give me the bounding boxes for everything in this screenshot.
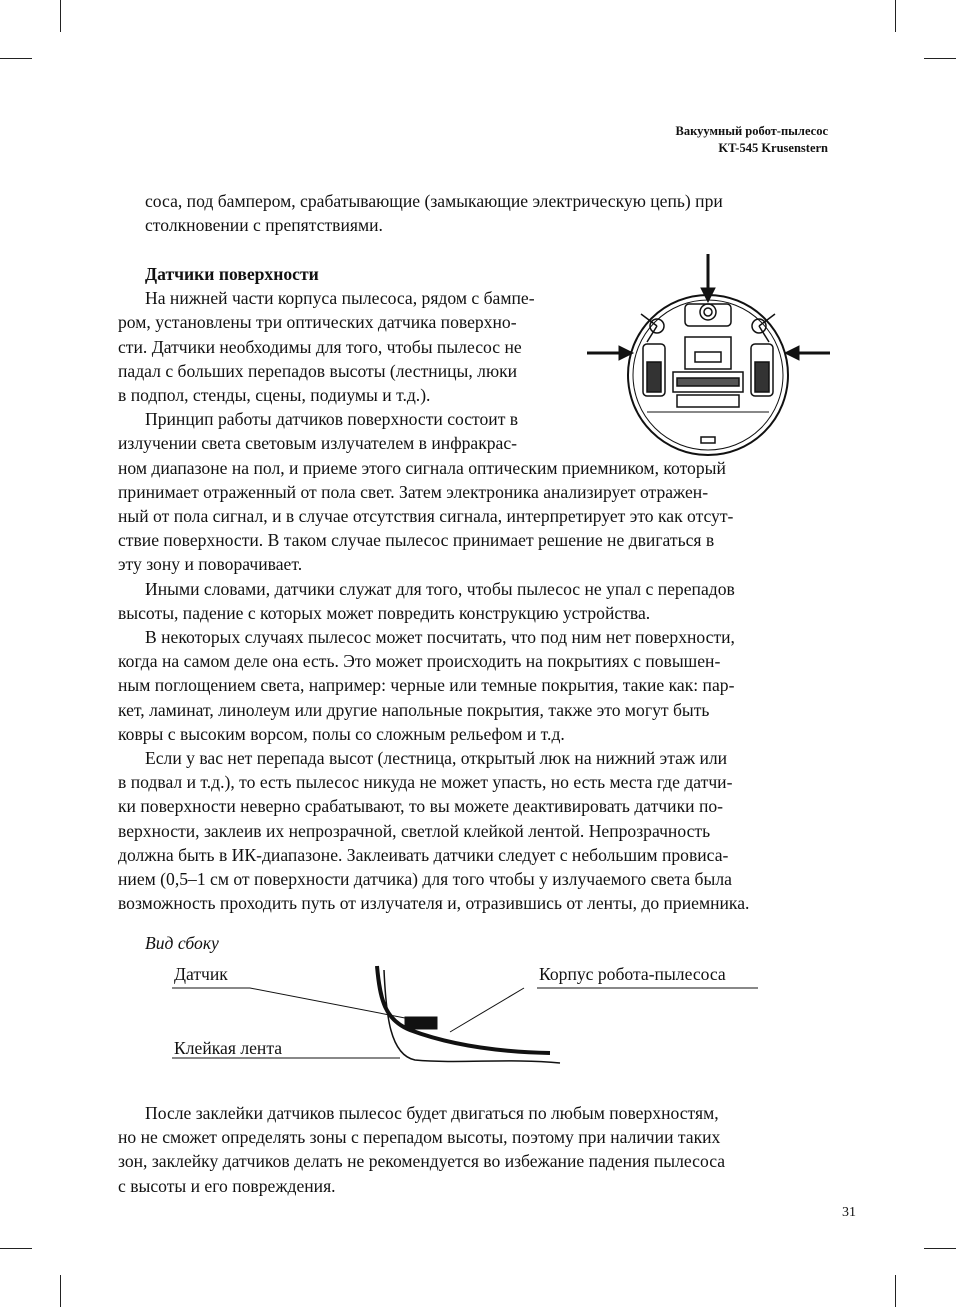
crop-mark	[895, 1275, 896, 1307]
crop-mark	[924, 58, 956, 59]
text-line: излучении света световым излучателем в инфракрас-	[118, 433, 518, 454]
crop-mark	[0, 58, 32, 59]
text-line: На нижней части корпуса пылесоса, рядом с бампе-	[145, 288, 535, 309]
text-line: в подпол, стенды, сцены, подиумы и т.д.).	[118, 385, 431, 406]
text-line: в подвал и т.д.), то есть пылесос никуда не может упасть, но есть места где датчи-	[118, 772, 733, 793]
text-line: ном диапазоне на пол, и приеме этого сигнала оптическим приемником, который	[118, 457, 726, 478]
text-line: сти. Датчики необходимы для того, чтобы пылесос не	[118, 336, 522, 357]
text-line: ром, установлены три оптических датчика поверхно-	[118, 312, 517, 333]
label-body: Корпус робота-пылесоса	[539, 964, 726, 984]
header-line-2: KT-545 Krusenstern	[718, 141, 828, 155]
header-line-1: Вакуумный робот-пылесос	[675, 124, 828, 138]
text-line: высоты, падение с которых может повредить конструкцию устройства.	[118, 602, 651, 623]
text-line: ным поглощением света, например: черные или темные покрытия, такие как: пар-	[118, 675, 735, 696]
text-line: верхности, заклеив их непрозрачной, светлой клейкой лентой. Непрозрачность	[118, 820, 711, 841]
text-line: нием (0,5–1 см от поверхности датчика) для того чтобы у излучаемого света была	[118, 869, 732, 890]
text-line: ный от пола сигнал, и в случае отсутствия сигнала, интерпретирует это как отсут-	[118, 506, 734, 527]
page-number: 31	[842, 1205, 856, 1220]
text-line: зон, заклейку датчиков делать не рекомендуется во избежание падения пылесоса	[118, 1151, 726, 1172]
text-line: кет, ламинат, линолеум или другие напольные покрытия, также это могут быть	[118, 699, 710, 720]
text-line: но не сможет определять зоны с перепадом высоты, поэтому при наличии таких	[118, 1127, 721, 1148]
crop-mark	[895, 0, 896, 32]
text-line: В некоторых случаях пылесос может посчитать, что под ним нет поверхности,	[145, 627, 735, 648]
side-view-diagram	[160, 960, 780, 1075]
text-line: должна быть в ИК-диапазоне. Заклеивать датчики следует с небольшим провиса-	[118, 844, 729, 865]
diagram-caption: Вид сбоку	[145, 933, 219, 953]
text-line: когда на самом деле она есть. Это может происходить на покрытиях с повышен-	[118, 651, 721, 672]
text-line: Принцип работы датчиков поверхности состоит в	[145, 409, 519, 430]
label-tape: Клейкая лента	[174, 1038, 283, 1058]
text-line: эту зону и поворачивает.	[118, 554, 303, 575]
crop-mark	[0, 1248, 32, 1249]
text-line: ки поверхности неверно срабатывают, то вы можете деактивировать датчики по-	[118, 796, 724, 817]
final-paragraph	[118, 1101, 725, 1198]
crop-mark	[924, 1248, 956, 1249]
text-line: соса, под бампером, срабатывающие (замыкающие электрическую цепь) при	[145, 191, 723, 211]
text-line: принимает отраженный от пола свет. Затем электроника анализирует отражен-	[118, 481, 709, 502]
text-line: столкновении с препятствиями.	[145, 215, 383, 236]
running-header	[676, 123, 828, 157]
text-line: Если у вас нет перепада высот (лестница, открытый люк на нижний этаж или	[145, 748, 728, 769]
crop-mark	[60, 1275, 61, 1307]
section-heading: Датчики поверхности	[145, 264, 319, 284]
label-sensor: Датчик	[174, 964, 228, 984]
crop-mark	[60, 0, 61, 32]
text-line: После заклейки датчиков пылесос будет двигаться по любым поверхностям,	[145, 1103, 719, 1123]
text-line: с высоты и его повреждения.	[118, 1175, 336, 1196]
text-line: ствие поверхности. В таком случае пылесос принимает решение не двигаться в	[118, 530, 715, 551]
text-line: Иными словами, датчики служат для того, чтобы пылесос не упал с перепадов	[145, 578, 735, 599]
text-line: ковры с высоким ворсом, полы со сложным рельефом и т.д.	[118, 723, 565, 744]
text-line: возможность проходить путь от излучателя и, отразившись от ленты, до приемника.	[118, 893, 750, 914]
intro-paragraph	[118, 189, 723, 237]
robot-underside-illustration	[585, 252, 835, 457]
text-line: падал с больших перепадов высоты (лестницы, люки	[118, 360, 518, 381]
